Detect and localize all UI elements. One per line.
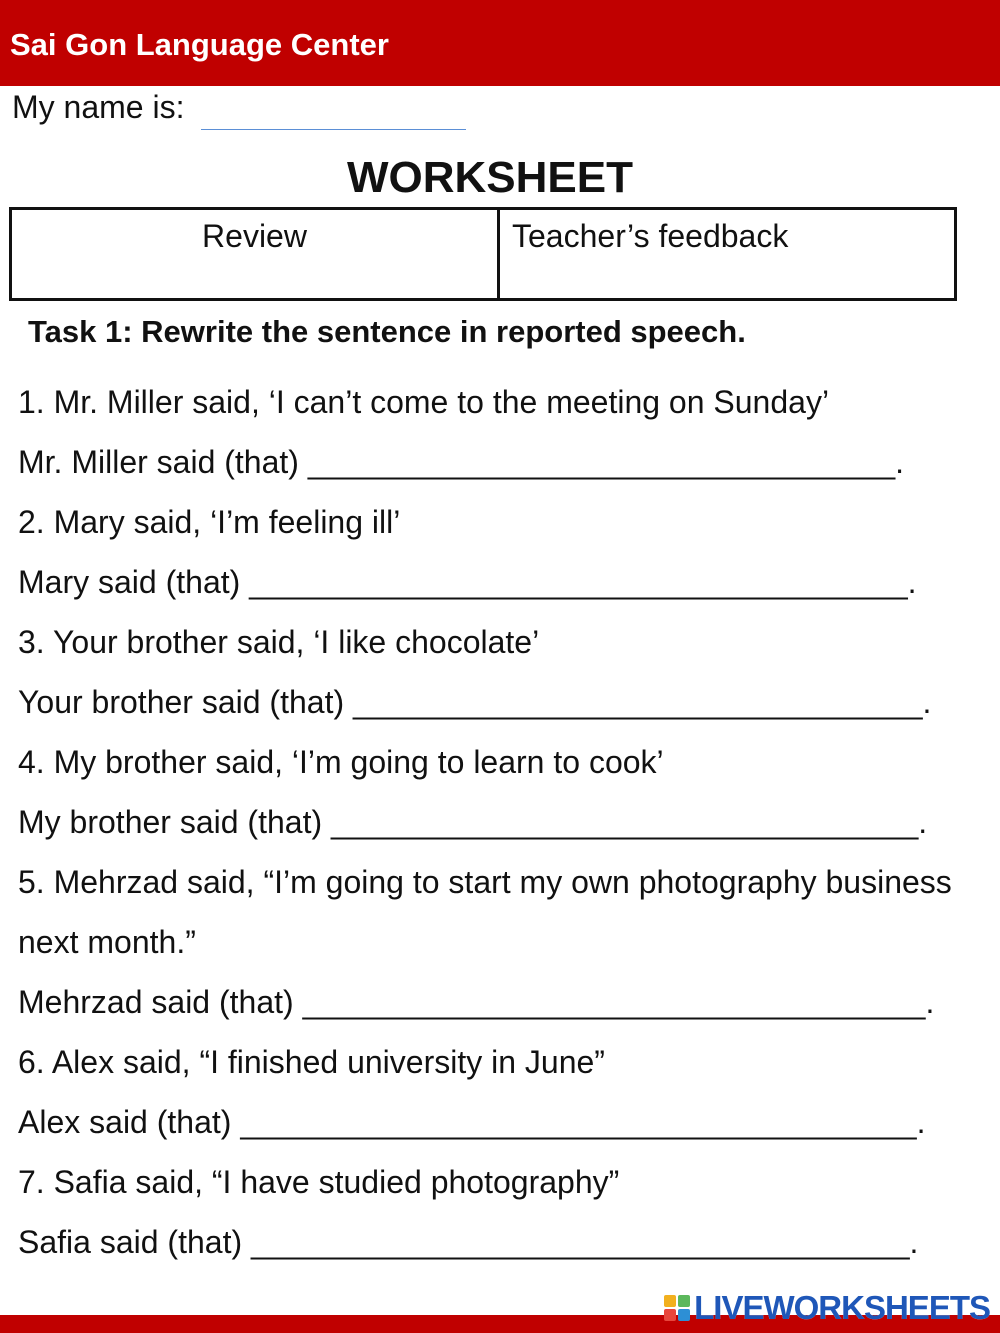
question-2: 2. Mary said, ‘I’m feeling ill’ [18,504,401,540]
center-name: Sai Gon Language Center [10,27,389,62]
liveworksheets-brand[interactable] [664,1290,990,1326]
question-5: 5. Mehrzad said, “I’m going to start my own photography business [18,864,952,900]
question-3: 3. Your brother said, ‘I like chocolate’ [18,624,540,660]
header-bar [0,0,1000,86]
review-feedback-table [9,207,957,301]
review-label: Review [202,218,307,254]
question-1: 1. Mr. Miller said, ‘I can’t come to the meeting on Sunday’ [18,384,830,420]
answer-7[interactable]: Safia said (that) _____________________________________. [18,1224,919,1260]
question-7: 7. Safia said, “I have studied photography” [18,1164,620,1200]
answer-6[interactable]: Alex said (that) ______________________________________. [18,1104,926,1140]
question-6: 6. Alex said, “I finished university in June” [18,1044,605,1080]
answer-4[interactable]: My brother said (that) _________________________________. [18,804,928,840]
answer-2[interactable]: Mary said (that) _____________________________________. [18,564,917,600]
name-input[interactable] [201,96,466,130]
teacher-feedback-label: Teacher’s feedback [512,218,789,254]
answer-3[interactable]: Your brother said (that) ________________________________. [18,684,932,720]
answer-1[interactable]: Mr. Miller said (that) _________________________________. [18,444,905,480]
question-5-continued: next month.” [18,924,196,960]
table-divider [497,210,500,298]
task-1-title: Task 1: Rewrite the sentence in reported speech. [28,314,746,349]
question-4: 4. My brother said, ‘I’m going to learn to cook’ [18,744,664,780]
name-label: My name is: [12,89,185,125]
brand-text: LIVEWORKSHEETS [694,1289,990,1326]
answer-5[interactable]: Mehrzad said (that) ___________________________________. [18,984,935,1020]
worksheet-title: WORKSHEET [347,153,633,202]
liveworksheets-logo-icon [664,1295,690,1321]
